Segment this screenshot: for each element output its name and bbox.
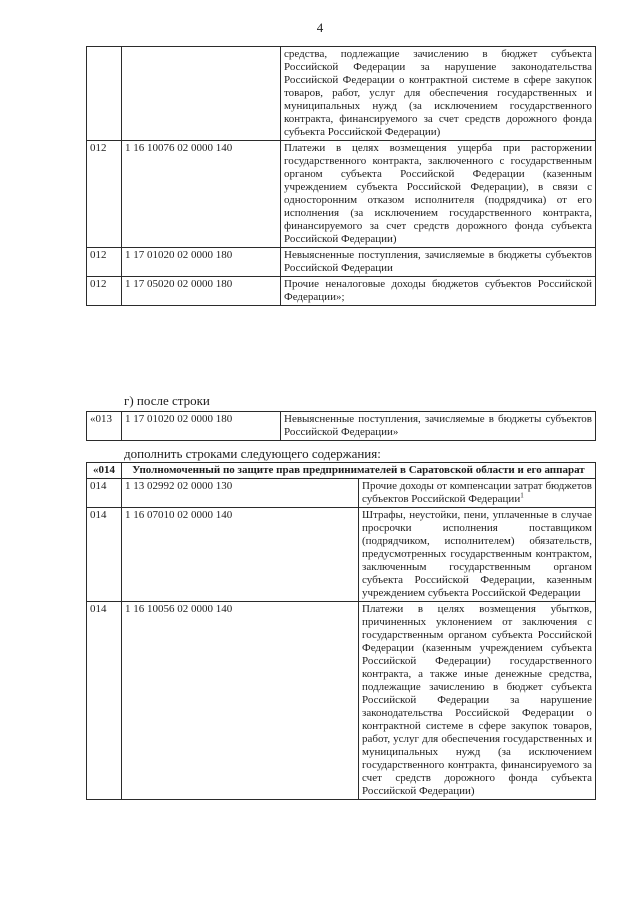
- kbk-code-cell: 1 17 01020 02 0000 180: [122, 248, 281, 277]
- description-cell: Прочие неналоговые доходы бюджетов субъектов Российской Федерации»;: [281, 277, 596, 306]
- footnote-marker: 1: [520, 491, 524, 500]
- table-row: [87, 412, 596, 441]
- kbk-code-cell: 1 16 10056 02 0000 140: [122, 602, 359, 800]
- table-row: [87, 277, 596, 306]
- table-row: [87, 479, 596, 508]
- description-cell: [359, 479, 596, 508]
- table-row: [87, 141, 596, 248]
- kbk-code-cell: 1 17 01020 02 0000 180: [122, 412, 281, 441]
- page-number: 4: [316, 20, 324, 35]
- admin-code-cell: 012: [87, 141, 122, 248]
- table-row: [87, 47, 596, 141]
- admin-code-cell: 014: [87, 602, 122, 800]
- kbk-code-cell: 1 16 07010 02 0000 140: [122, 508, 359, 602]
- admin-code-cell: 014: [87, 479, 122, 508]
- admin-code-cell: 012: [87, 277, 122, 306]
- table-row: [87, 602, 596, 800]
- table-row: [87, 248, 596, 277]
- description-cell: Платежи в целях возмещения ущерба при расторжении государственного контракта, заключенного с государственным органом субъекта Российской Федерации (казенным учреждением субъекта Российской Федерации), в связи с односторонним отказом исполнителя (подрядчика) от его исполнения (за исключением государственного контракта, финансируемого за счет средств дорожного фонда субъекта Российской Федерации): [281, 141, 596, 248]
- admin-code-cell: [87, 47, 122, 141]
- table-heading-row: [87, 463, 596, 479]
- paragraph-add-lines: дополнить строками следующего содержания:: [124, 446, 381, 461]
- revenue-table-continuation: [86, 46, 596, 306]
- description-cell: Невыясненные поступления, зачисляемые в бюджеты субъектов Российской Федерации: [281, 248, 596, 277]
- admin-code-cell: «013: [87, 412, 122, 441]
- kbk-code-cell: 1 16 10076 02 0000 140: [122, 141, 281, 248]
- description-cell: Невыясненные поступления, зачисляемые в бюджеты субъектов Российской Федерации»: [281, 412, 596, 441]
- kbk-code-cell: [122, 47, 281, 141]
- kbk-code-cell: 1 13 02992 02 0000 130: [122, 479, 359, 508]
- paragraph-after-line: г) после строки: [124, 393, 210, 408]
- administrator-name-cell: Уполномоченный по защите прав предпринимателей в Саратовской области и его аппарат: [122, 463, 596, 479]
- description-cell: Платежи в целях возмещения убытков, причиненных уклонением от заключения с государственным органом субъекта Российской Федерации (казенным учреждением субъекта Российской Федерации) государственного контракта, а также иные денежные средства, подлежащие зачислению в бюджет субъекта Российской Федерации за нарушение законодательства Российской Федерации о контрактной системе в сфере закупок товаров, работ, услуг для обеспечения государственных и муниципальных нужд (за исключением государственного контракта, финансируемого за счет средств дорожного фонда субъекта Российской Федерации): [359, 602, 596, 800]
- revenue-table-reference-row: [86, 411, 596, 441]
- admin-code-cell: 014: [87, 508, 122, 602]
- admin-code-cell: «014: [87, 463, 122, 479]
- description-cell: Штрафы, неустойки, пени, уплаченные в случае просрочки исполнения поставщиком (подрядчиком, исполнителем) обязательств, предусмотренных государственным контрактом, заключенным государственным органом субъекта Российской Федерации, казенным учреждением субъекта Российской Федерации: [359, 508, 596, 602]
- kbk-code-cell: 1 17 05020 02 0000 180: [122, 277, 281, 306]
- description-cell: средства, подлежащие зачислению в бюджет субъекта Российской Федерации за нарушение законодательства Российской Федерации о контрактной системе в сфере закупок товаров, работ, услуг для обеспечения государственных и муниципальных нужд (за исключением государственного контракта, финансируемого за счет средств дорожного фонда субъекта Российской Федерации): [281, 47, 596, 141]
- revenue-table-new-lines: [86, 462, 596, 800]
- description-text: Прочие доходы от компенсации затрат бюджетов субъектов Российской Федерации: [362, 480, 592, 505]
- table-row: [87, 508, 596, 602]
- admin-code-cell: 012: [87, 248, 122, 277]
